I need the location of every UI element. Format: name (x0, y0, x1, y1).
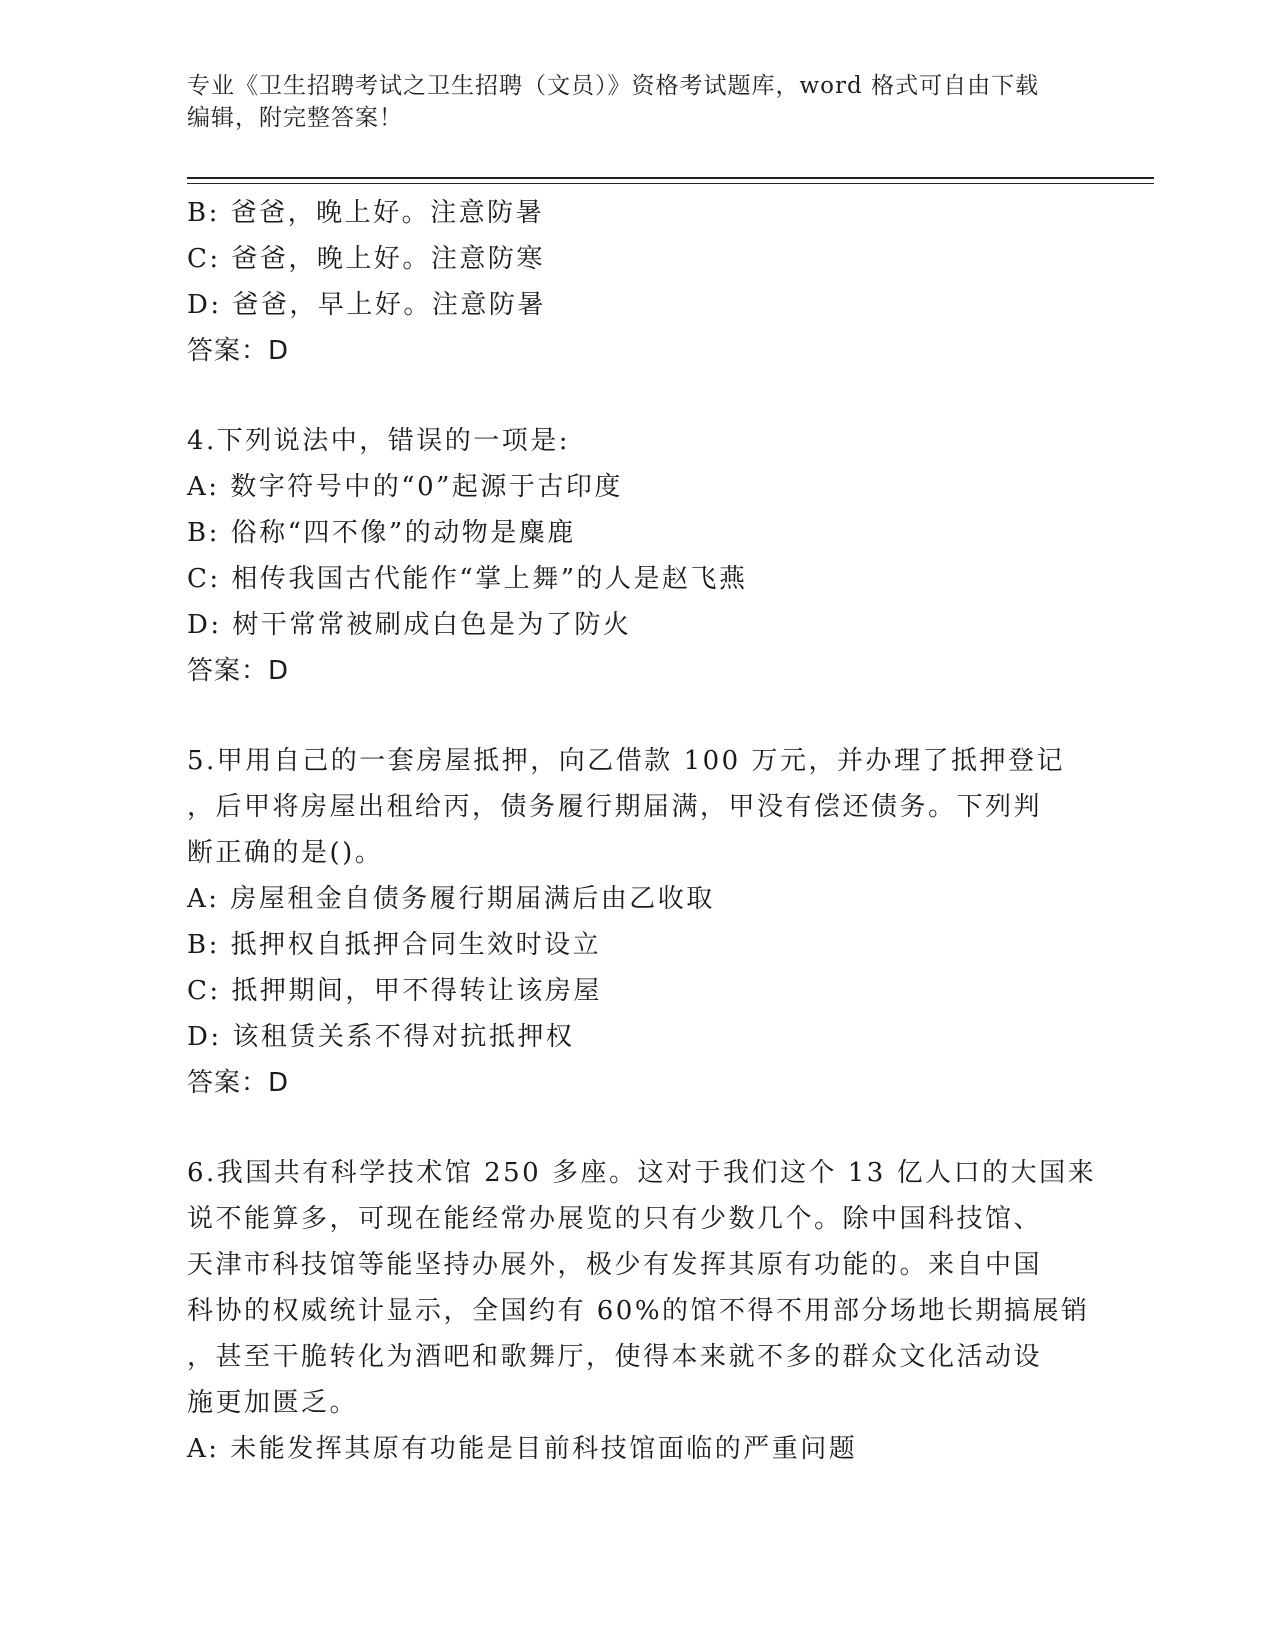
option-c: C: 爸爸，晚上好。注意防寒 (187, 244, 545, 274)
spacer (187, 374, 1077, 418)
question-list (187, 190, 1097, 1472)
question-stem-line: 天津市科技馆等能坚持办展外，极少有发挥其原有功能的。来自中国 (187, 1250, 1043, 1280)
option-a: A: 数字符号中的“0”起源于古印度 (187, 472, 623, 502)
option-a: A: 未能发挥其原有功能是目前科技馆面临的严重问题 (187, 1434, 858, 1464)
question-6 (187, 1150, 1097, 1472)
question-stem-line: 施更加匮乏。 (187, 1388, 359, 1418)
answer: 答案：D (187, 336, 290, 366)
header-line-2: 编辑，附完整答案！ (187, 105, 403, 131)
question-stem-line: 断正确的是()。 (187, 838, 384, 868)
option-d: D: 树干常常被刷成白色是为了防火 (187, 610, 632, 640)
document-header (187, 70, 1067, 134)
option-a: A: 房屋租金自债务履行期届满后由乙收取 (187, 884, 715, 914)
question-5 (187, 738, 1077, 1106)
option-b: B: 俗称“四不像”的动物是麋鹿 (187, 518, 576, 548)
question-stem-line: 说不能算多，可现在能经常办展览的只有少数几个。除中国科技馆、 (187, 1204, 1043, 1234)
option-d: D: 该租赁关系不得对抗抵押权 (187, 1022, 575, 1052)
question-stem-line: ，甚至干脆转化为酒吧和歌舞厅，使得本来就不多的群众文化活动设 (187, 1342, 1043, 1372)
question-4 (187, 418, 1077, 694)
spacer (187, 1106, 1077, 1150)
option-b: B: 抵押权自抵押合同生效时设立 (187, 930, 602, 960)
header-divider-thin (187, 183, 1154, 184)
option-c: C: 相传我国古代能作“掌上舞”的人是赵飞燕 (187, 564, 748, 594)
answer: 答案：D (187, 1068, 290, 1098)
question-stem-line: 5.甲用自己的一套房屋抵押，向乙借款 100 万元，并办理了抵押登记 (187, 746, 1065, 776)
option-c: C: 抵押期间，甲不得转让该房屋 (187, 976, 602, 1006)
question-stem-line: 科协的权威统计显示，全国约有 60%的馆不得不用部分场地长期搞展销 (187, 1296, 1090, 1326)
question-stem: 4.下列说法中，错误的一项是: (187, 426, 571, 456)
question-stem-line: 6.我国共有科学技术馆 250 多座。这对于我们这个 13 亿人口的大国来 (187, 1158, 1097, 1188)
option-b: B: 爸爸，晚上好。注意防暑 (187, 198, 545, 228)
header-line-1: 专业《卫生招聘考试之卫生招聘（文员）》资格考试题库，word 格式可自由下载 (187, 73, 1040, 99)
answer: 答案：D (187, 656, 290, 686)
header-divider-thick (187, 177, 1154, 179)
spacer (187, 694, 1077, 738)
option-d: D: 爸爸，早上好。注意防暑 (187, 290, 546, 320)
question-stem-line: ，后甲将房屋出租给丙，债务履行期届满，甲没有偿还债务。下列判 (187, 792, 1043, 822)
question-3 (187, 190, 1077, 374)
